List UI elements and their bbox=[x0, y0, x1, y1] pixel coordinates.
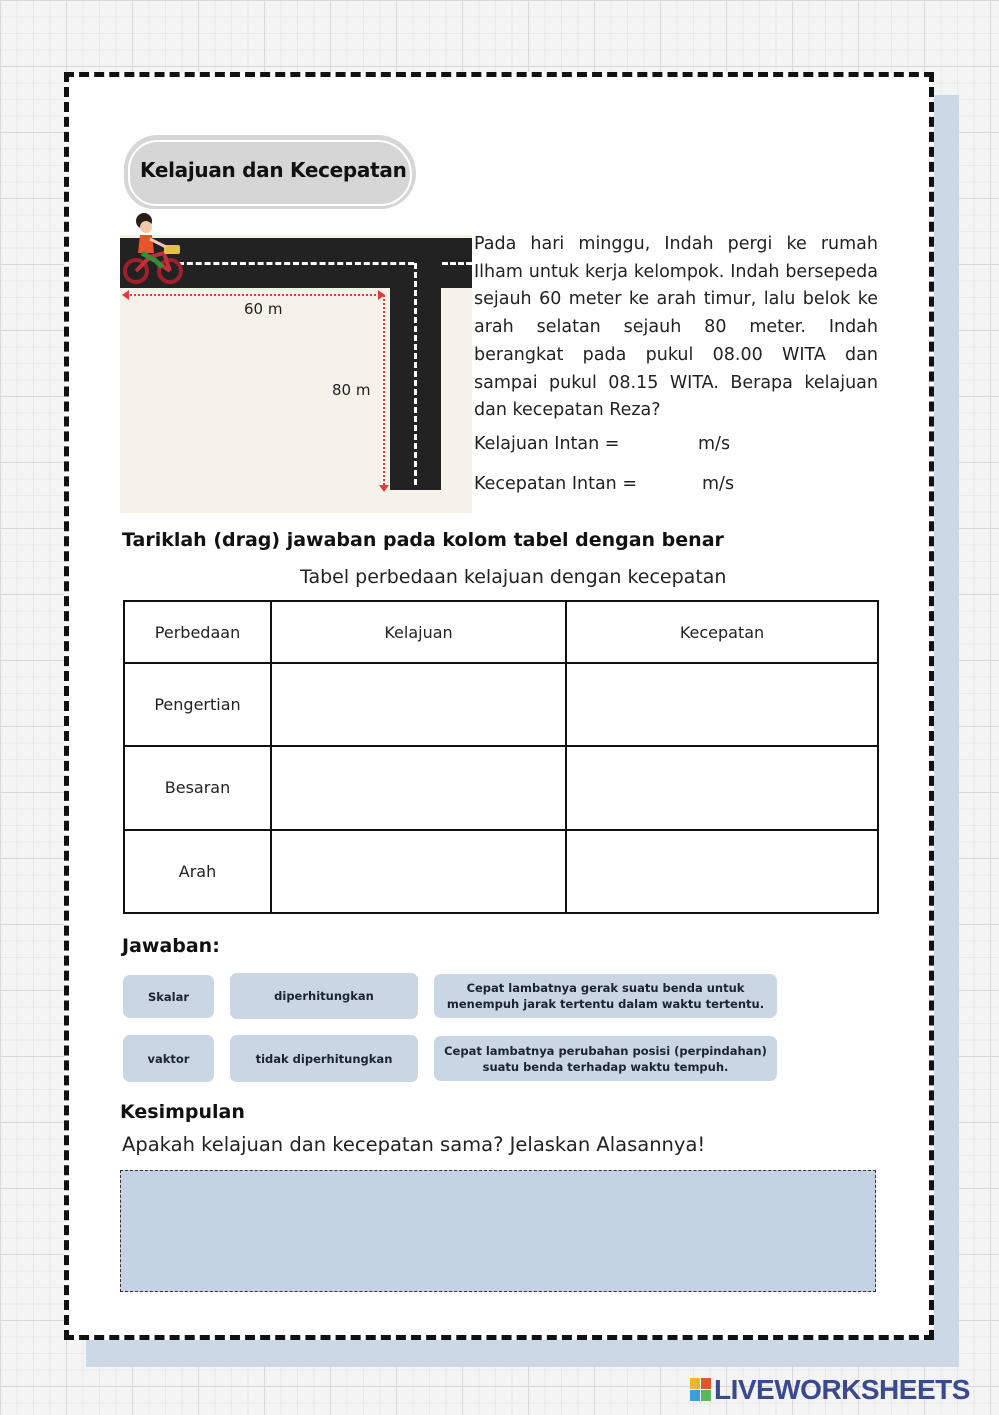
distance-line-south bbox=[383, 295, 385, 489]
answer-chip-definition-speed[interactable]: Cepat lambatnya gerak suatu benda untuk menempuh jarak tertentu dalam waktu tertentu. bbox=[434, 974, 777, 1018]
table-title: Tabel perbedaan kelajuan dengan kecepatan bbox=[300, 566, 727, 588]
table-row bbox=[124, 746, 878, 829]
velocity-unit: m/s bbox=[702, 474, 735, 494]
lane-marking bbox=[442, 262, 472, 265]
header-cell: Perbedaan bbox=[124, 601, 271, 663]
brand-logo bbox=[690, 1374, 970, 1406]
answers-label: Jawaban: bbox=[122, 935, 220, 957]
difference-table bbox=[123, 600, 879, 914]
route-map bbox=[120, 235, 472, 513]
liveworksheets-logo-icon bbox=[690, 1378, 712, 1402]
page-title: Kelajuan dan Kecepatan bbox=[140, 158, 407, 182]
story-text: Pada hari minggu, Indah pergi ke rumah Ilham untuk kerja kelompok. Indah bersepeda sejauh 60 meter ke arah timur, lalu belok ke arah selatan sejauh 80 meter. Indah berangkat pada pukul 08.00 WITA dan sampai pukul 08.15 WITA. Berapa kelajuan dan kecepatan Reza? bbox=[474, 234, 878, 421]
distance-label-east: 60 m bbox=[244, 300, 283, 318]
row-label: Arah bbox=[124, 830, 271, 913]
distance-line-east bbox=[126, 294, 384, 296]
lane-marking bbox=[178, 262, 414, 265]
drop-zone-kelajuan-besaran[interactable] bbox=[271, 746, 566, 829]
velocity-question: Kecepatan Intan = bbox=[474, 474, 637, 494]
speed-unit: m/s bbox=[698, 434, 731, 454]
brand-name: LIVEWORKSHEETS bbox=[714, 1374, 970, 1405]
answer-chip-vaktor[interactable]: vaktor bbox=[123, 1035, 214, 1082]
answer-chip-tidak-diperhitungkan[interactable]: tidak diperhitungkan bbox=[230, 1035, 418, 1082]
answer-chip-diperhitungkan[interactable]: diperhitungkan bbox=[230, 973, 418, 1019]
answer-chip-definition-velocity[interactable]: Cepat lambatnya perubahan posisi (perpindahan) suatu benda terhadap waktu tempuh. bbox=[434, 1036, 777, 1081]
arrow-left-icon bbox=[122, 290, 129, 300]
instruction: Tariklah (drag) jawaban pada kolom tabel dengan benar bbox=[122, 529, 724, 551]
conclusion-label: Kesimpulan bbox=[120, 1101, 245, 1123]
conclusion-answer-input[interactable] bbox=[120, 1170, 876, 1292]
table-row bbox=[124, 663, 878, 746]
arrow-down-icon bbox=[379, 485, 389, 492]
drop-zone-kecepatan-besaran[interactable] bbox=[566, 746, 878, 829]
header-cell: Kecepatan bbox=[566, 601, 878, 663]
row-label: Pengertian bbox=[124, 663, 271, 746]
drop-zone-kelajuan-pengertian[interactable] bbox=[271, 663, 566, 746]
cyclist-icon bbox=[120, 207, 190, 287]
table-row bbox=[124, 830, 878, 913]
speed-question: Kelajuan Intan = bbox=[474, 434, 620, 454]
distance-label-south: 80 m bbox=[332, 381, 371, 399]
drop-zone-kecepatan-pengertian[interactable] bbox=[566, 663, 878, 746]
row-label: Besaran bbox=[124, 746, 271, 829]
table-header-row bbox=[124, 601, 878, 663]
arrow-right-icon bbox=[378, 290, 385, 300]
header-cell: Kelajuan bbox=[271, 601, 566, 663]
answer-chip-skalar[interactable]: Skalar bbox=[123, 975, 214, 1018]
drop-zone-kelajuan-arah[interactable] bbox=[271, 830, 566, 913]
drop-zone-kecepatan-arah[interactable] bbox=[566, 830, 878, 913]
conclusion-question: Apakah kelajuan dan kecepatan sama? Jelaskan Alasannya! bbox=[122, 1133, 706, 1156]
lane-marking bbox=[414, 263, 417, 485]
